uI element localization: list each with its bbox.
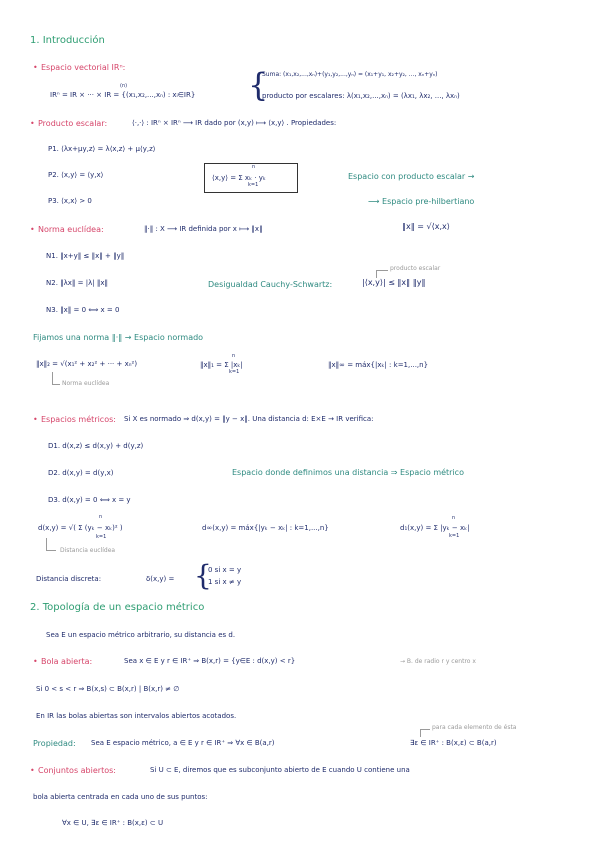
em-dinf: d∞(x,y) = máx{|yₖ − xₖ| : k=1,...,n}: [202, 524, 329, 532]
brace-icon: {: [194, 559, 212, 592]
fn-label: Fijamos una norma ‖·‖ → Espacio normado: [33, 333, 204, 342]
section-1-title: 1. Introducción: [30, 35, 105, 46]
ne-cs-label: Desigualdad Cauchy-Schwartz:: [208, 280, 333, 289]
pe-p2: P2. ⟨x,y⟩ = ⟨y,x⟩: [48, 171, 104, 179]
pe-sum-bot: k=1: [248, 182, 259, 188]
prop-note-line: [420, 729, 421, 737]
fn-f1-note: Norma euclídea: [62, 380, 110, 387]
f1-note-line: [52, 372, 53, 384]
bola-def: Sea x ∈ E y r ∈ IR⁺ ⇒ B(x,r) = {y∈E : d(x,y) < r}: [124, 657, 296, 665]
bullet-icon: •: [33, 657, 38, 666]
f1-note-line: [52, 384, 60, 385]
bola-label: Bola abierta:: [41, 657, 93, 666]
ev-label: Espacio vectorial IRⁿ:: [41, 63, 126, 72]
em-label: Espacios métricos:: [41, 415, 116, 424]
bola-prop-label: Propiedad:: [33, 739, 76, 748]
em-d1f-bot: k=1: [449, 533, 460, 539]
em-note: Espacio donde definimos una distancia ⇒ Espacio métrico: [232, 468, 464, 477]
fn-f2: ‖x‖₁ = Σ |xₖ|: [200, 361, 243, 369]
ev-def: IRⁿ = IR × ··· × IR = {(x₁,x₂,...,xₙ) : xᵢ∈IR}: [50, 91, 196, 99]
ne-n3: N3. ‖x‖ = 0 ⟺ x = 0: [46, 306, 120, 314]
fn-f2-bot: k=1: [229, 369, 240, 375]
ev-producto: producto por escalares: λ(x₁,x₂,...,xₙ) = (λx₁, λx₂, ..., λxₙ): [262, 92, 460, 100]
bullet-icon: •: [30, 119, 35, 128]
ev-suma: Suma: (x₁,x₂,...,xₙ)+(y₁,y₂,...,yₙ) = (x₁+y₁, x₂+y₂, ..., xₙ+yₙ): [262, 71, 438, 78]
em-de: d(x,y) = √( Σ (yₖ − xₖ)² ): [38, 524, 123, 532]
bola-l3: En IR las bolas abiertas son intervalos abiertos acotados.: [36, 712, 237, 720]
de-note-line: [46, 550, 56, 551]
pe-note1: Espacio con producto escalar →: [348, 172, 475, 181]
em-discreta-f: δ(x,y) =: [146, 575, 175, 583]
pe-sum-top: n: [252, 164, 256, 170]
ne-n1: N1. ‖x+y‖ ≤ ‖x‖ + ‖y‖: [46, 252, 125, 260]
bullet-icon: •: [30, 225, 35, 234]
brace-icon: {: [248, 66, 269, 104]
em-d1: D1. d(x,z) ≤ d(x,y) + d(y,z): [48, 442, 144, 450]
bola-l2: Si 0 < s < r ⇒ B(x,s) ⊂ B(x,r) | B(x,r) ≠ ∅: [36, 685, 180, 693]
ca-f: ∀x ∈ U, ∃ε ∈ IR⁺ : B(x,ε) ⊂ U: [62, 819, 164, 827]
em-case1: 1 si x ≠ y: [208, 578, 242, 586]
em-d2: D2. d(x,y) = d(y,x): [48, 469, 114, 477]
ne-n2: N2. ‖λx‖ = |λ| ‖x‖: [46, 279, 108, 287]
bola-prop: Sea E espacio métrico, a ∈ E y r ∈ IR⁺ ⇒ ∀x ∈ B(a,r): [91, 739, 275, 747]
bullet-icon: •: [33, 63, 38, 72]
pe-label: Producto escalar:: [38, 119, 108, 128]
fn-f1: ‖x‖₂ = √(x₁² + x₂² + ··· + xₙ²): [36, 360, 138, 368]
bola-note: → B. de radio r y centro x: [400, 658, 476, 665]
ev-def-sup: (n): [120, 83, 128, 89]
bullet-icon: •: [33, 415, 38, 424]
em-de-bot: k=1: [96, 534, 107, 540]
ca-def: Si U ⊂ E, diremos que es subconjunto abierto de E cuando U contiene una: [150, 766, 410, 774]
pe-def: ⟨·,·⟩ : IRⁿ × IRⁿ ⟶ IR dado por (x,y) ⟼ ⟨x,y⟩ . Propiedades:: [132, 119, 337, 127]
bullet-icon: •: [30, 766, 35, 775]
ca-def2: bola abierta centrada en cada uno de sus puntos:: [33, 793, 208, 801]
pe-p3: P3. ⟨x,x⟩ > 0: [48, 197, 92, 205]
ne-def: ‖·‖ : X ⟶ IR definida por x ⟼ ‖x‖: [144, 225, 263, 233]
cs-note-line: [376, 270, 377, 278]
em-def: Si X es normado ⇒ d(x,y) = ‖y − x‖. Una distancia d: E×E → IR verifica:: [124, 415, 374, 423]
em-case0: 0 si x = y: [208, 566, 242, 574]
prop-note-line: [420, 729, 430, 730]
em-de-top: n: [99, 514, 103, 520]
em-d1f-top: n: [452, 515, 456, 521]
s2-intro: Sea E un espacio métrico arbitrario, su distancia es d.: [46, 631, 236, 639]
pe-p1: P1. ⟨λx+μy,z⟩ = λ⟨x,z⟩ + μ⟨y,z⟩: [48, 145, 156, 153]
em-d3: D3. d(x,y) = 0 ⟺ x = y: [48, 496, 131, 504]
cs-note-line: [376, 270, 388, 271]
de-note-line: [46, 538, 47, 550]
bola-prop2: ∃ε ∈ IR⁺ : B(x,ε) ⊂ B(a,r): [410, 739, 497, 747]
fn-f3: ‖x‖∞ = máx{|xₖ| : k=1,...,n}: [328, 361, 429, 369]
fn-f2-top: n: [232, 353, 236, 359]
ne-cs: |⟨x,y⟩| ≤ ‖x‖ ‖y‖: [362, 278, 426, 287]
ne-formula: ‖x‖ = √⟨x,x⟩: [402, 222, 450, 231]
bola-prop-note: para cada elemento de ésta: [432, 724, 517, 731]
pe-formula: ⟨x,y⟩ = Σ xₖ · yₖ: [212, 174, 266, 182]
em-d1f: d₁(x,y) = Σ |yₖ − xₖ|: [400, 524, 470, 532]
ca-label: Conjuntos abiertos:: [38, 766, 116, 775]
pe-note2: ⟶ Espacio pre-hilbertiano: [368, 197, 475, 206]
ne-cs-note: producto escalar: [390, 265, 441, 272]
section-2-title: 2. Topología de un espacio métrico: [30, 602, 205, 613]
em-de-note: Distancia euclídea: [60, 547, 116, 554]
ne-label: Norma euclídea:: [38, 225, 104, 234]
em-discreta-label: Distancia discreta:: [36, 575, 102, 583]
